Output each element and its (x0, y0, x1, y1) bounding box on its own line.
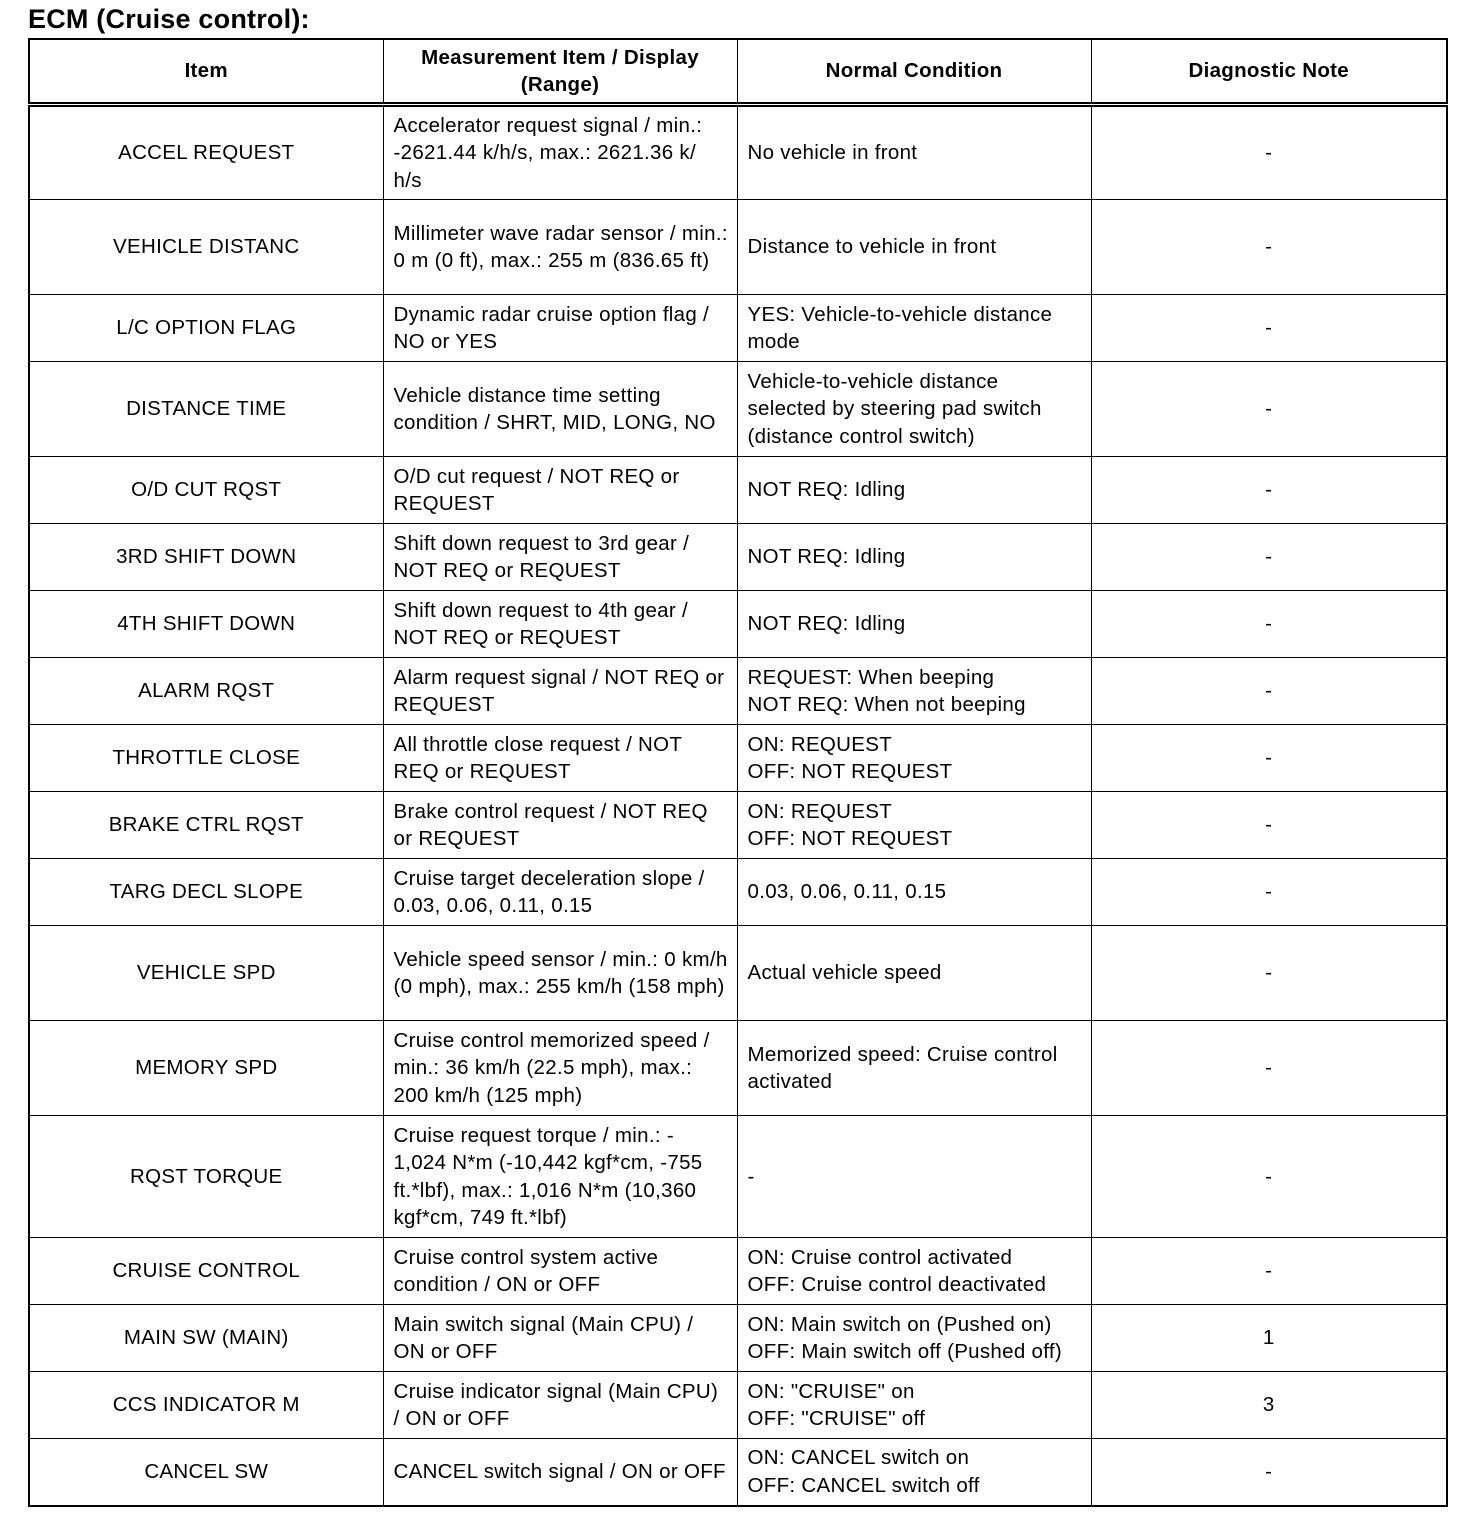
table-row (29, 859, 1447, 926)
table-row (29, 926, 1447, 1021)
normal-condition-cell: NOT REQ: Idling (737, 591, 1091, 658)
table-row (29, 591, 1447, 658)
diagnostic-note-cell: - (1091, 859, 1447, 926)
item-cell: VEHICLE SPD (29, 926, 383, 1021)
normal-condition-cell: - (737, 1116, 1091, 1238)
normal-condition-cell: REQUEST: When beeping NOT REQ: When not beeping (737, 658, 1091, 725)
normal-condition-cell: No vehicle in front (737, 105, 1091, 200)
table-row (29, 725, 1447, 792)
normal-condition-cell: ON: CANCEL switch on OFF: CANCEL switch off (737, 1439, 1091, 1506)
diagnostic-note-cell: - (1091, 658, 1447, 725)
measurement-cell: Cruise control system active condition / ON or OFF (383, 1238, 737, 1305)
diagnostic-note-cell: - (1091, 524, 1447, 591)
item-cell: CCS INDICATOR M (29, 1372, 383, 1439)
item-cell: CANCEL SW (29, 1439, 383, 1506)
normal-condition-cell: ON: Cruise control activated OFF: Cruise control deactivated (737, 1238, 1091, 1305)
normal-condition-cell: ON: "CRUISE" on OFF: "CRUISE" off (737, 1372, 1091, 1439)
item-cell: CRUISE CONTROL (29, 1238, 383, 1305)
table-body (29, 105, 1447, 1506)
diagnostic-note-cell: - (1091, 295, 1447, 362)
item-cell: MEMORY SPD (29, 1021, 383, 1116)
measurement-cell: Cruise target deceleration slope / 0.03, 0.06, 0.11, 0.15 (383, 859, 737, 926)
diagnostic-note-cell: - (1091, 200, 1447, 295)
table-row (29, 1305, 1447, 1372)
measurement-cell: Cruise request torque / min.: - 1,024 N*m (-10,442 kgf*cm, -755 ft.*lbf), max.: 1,016 N*m (10,360 kgf*cm, 749 ft.*lbf) (383, 1116, 737, 1238)
item-cell: DISTANCE TIME (29, 362, 383, 457)
normal-condition-cell: ON: REQUEST OFF: NOT REQUEST (737, 792, 1091, 859)
table-header (29, 39, 1447, 105)
table-row (29, 105, 1447, 200)
normal-condition-cell: Actual vehicle speed (737, 926, 1091, 1021)
item-cell: BRAKE CTRL RQST (29, 792, 383, 859)
item-cell: 3RD SHIFT DOWN (29, 524, 383, 591)
measurement-cell: Millimeter wave radar sensor / min.: 0 m (0 ft), max.: 255 m (836.65 ft) (383, 200, 737, 295)
item-cell: L/C OPTION FLAG (29, 295, 383, 362)
diagnostic-note-cell: - (1091, 1021, 1447, 1116)
measurement-cell: CANCEL switch signal / ON or OFF (383, 1439, 737, 1506)
measurement-cell: Accelerator request signal / min.: -2621.44 k/h/s, max.: 2621.36 k/ h/s (383, 105, 737, 200)
header-item: Item (29, 39, 383, 105)
diagnostic-note-cell: - (1091, 1238, 1447, 1305)
normal-condition-cell: 0.03, 0.06, 0.11, 0.15 (737, 859, 1091, 926)
measurement-cell: Cruise indicator signal (Main CPU) / ON or OFF (383, 1372, 737, 1439)
diagnostic-note-cell: - (1091, 1116, 1447, 1238)
item-cell: ALARM RQST (29, 658, 383, 725)
diagnostic-note-cell: - (1091, 362, 1447, 457)
normal-condition-cell: NOT REQ: Idling (737, 524, 1091, 591)
table-row (29, 1238, 1447, 1305)
diagnostic-note-cell: 1 (1091, 1305, 1447, 1372)
table-row (29, 362, 1447, 457)
measurement-cell: Dynamic radar cruise option flag / NO or YES (383, 295, 737, 362)
measurement-cell: Shift down request to 4th gear / NOT REQ or REQUEST (383, 591, 737, 658)
measurement-cell: Main switch signal (Main CPU) / ON or OFF (383, 1305, 737, 1372)
item-cell: O/D CUT RQST (29, 457, 383, 524)
table-row (29, 457, 1447, 524)
header-diagnostic-note: Diagnostic Note (1091, 39, 1447, 105)
diagnostic-note-cell: - (1091, 591, 1447, 658)
table-row (29, 1439, 1447, 1506)
normal-condition-cell: Distance to vehicle in front (737, 200, 1091, 295)
diagnostic-note-cell: - (1091, 1439, 1447, 1506)
item-cell: RQST TORQUE (29, 1116, 383, 1238)
item-cell: VEHICLE DISTANC (29, 200, 383, 295)
measurement-cell: Vehicle distance time setting condition / SHRT, MID, LONG, NO (383, 362, 737, 457)
normal-condition-cell: Vehicle-to-vehicle distance selected by steering pad switch (distance control switch) (737, 362, 1091, 457)
item-cell: 4TH SHIFT DOWN (29, 591, 383, 658)
item-cell: TARG DECL SLOPE (29, 859, 383, 926)
table-row (29, 1372, 1447, 1439)
measurement-cell: Vehicle speed sensor / min.: 0 km/h (0 mph), max.: 255 km/h (158 mph) (383, 926, 737, 1021)
item-cell: MAIN SW (MAIN) (29, 1305, 383, 1372)
table-row (29, 200, 1447, 295)
diagnostic-note-cell: - (1091, 792, 1447, 859)
diagnostic-note-cell: - (1091, 105, 1447, 200)
normal-condition-cell: YES: Vehicle-to-vehicle distance mode (737, 295, 1091, 362)
ecm-data-table (28, 38, 1448, 1507)
measurement-cell: Alarm request signal / NOT REQ or REQUEST (383, 658, 737, 725)
header-normal-condition: Normal Condition (737, 39, 1091, 105)
table-row (29, 295, 1447, 362)
normal-condition-cell: NOT REQ: Idling (737, 457, 1091, 524)
normal-condition-cell: ON: Main switch on (Pushed on) OFF: Main switch off (Pushed off) (737, 1305, 1091, 1372)
measurement-cell: Cruise control memorized speed / min.: 36 km/h (22.5 mph), max.: 200 km/h (125 mph) (383, 1021, 737, 1116)
table-row (29, 1116, 1447, 1238)
table-row (29, 792, 1447, 859)
measurement-cell: Shift down request to 3rd gear / NOT REQ or REQUEST (383, 524, 737, 591)
item-cell: ACCEL REQUEST (29, 105, 383, 200)
table-row (29, 524, 1447, 591)
diagnostic-note-cell: - (1091, 457, 1447, 524)
diagnostic-note-cell: - (1091, 725, 1447, 792)
normal-condition-cell: ON: REQUEST OFF: NOT REQUEST (737, 725, 1091, 792)
measurement-cell: Brake control request / NOT REQ or REQUEST (383, 792, 737, 859)
page-title: ECM (Cruise control): (28, 4, 310, 34)
diagnostic-note-cell: 3 (1091, 1372, 1447, 1439)
diagnostic-note-cell: - (1091, 926, 1447, 1021)
table-row (29, 1021, 1447, 1116)
item-cell: THROTTLE CLOSE (29, 725, 383, 792)
table-row (29, 658, 1447, 725)
header-measurement: Measurement Item / Display (Range) (383, 39, 737, 105)
measurement-cell: All throttle close request / NOT REQ or REQUEST (383, 725, 737, 792)
normal-condition-cell: Memorized speed: Cruise control activated (737, 1021, 1091, 1116)
header-row (29, 39, 1447, 105)
measurement-cell: O/D cut request / NOT REQ or REQUEST (383, 457, 737, 524)
